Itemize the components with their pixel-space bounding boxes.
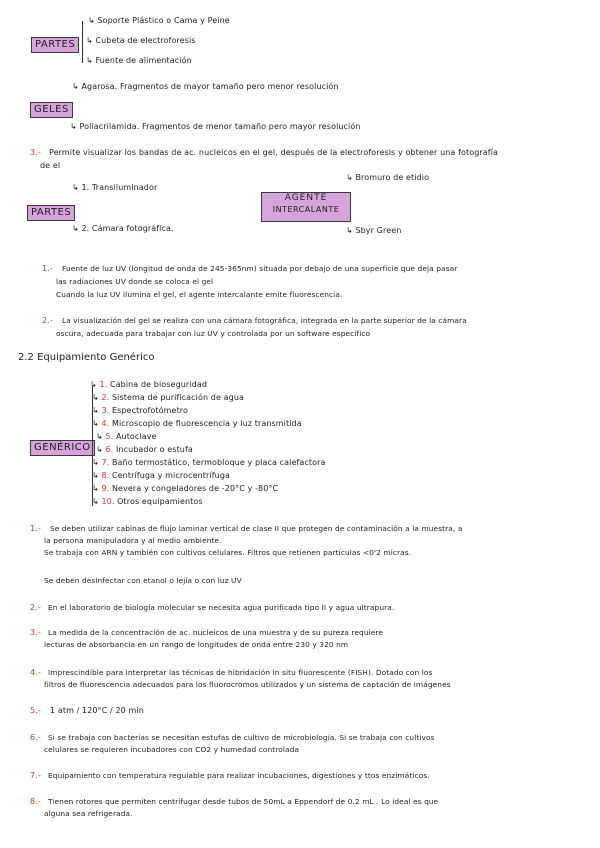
generico-tag: GENÉRICO: [30, 440, 95, 456]
item-number: 3.-: [30, 148, 41, 157]
item-text: de el: [40, 161, 61, 170]
generico-item: ↳ 3. Espectrofotómetro: [92, 406, 189, 415]
note-number: 8.-: [30, 797, 41, 806]
partes-item: ↳ Cubeta de electroforesis: [86, 36, 196, 45]
note-number: 4.-: [30, 668, 41, 677]
bracket-line: [82, 21, 83, 63]
note-text: En el laboratorio de biología molecular se necesita agua purificada tipo II y agua ultrapura.: [48, 603, 395, 612]
partes-item: ↳ 2. Cámara fotográfica.: [72, 224, 174, 233]
note-text: Tienen rotores que permiten centrifugar desde tubos de 50mL a Eppendorf de 0.2 mL . Lo ideal es que: [48, 797, 439, 806]
partes-item: ↳ Fuente de alimentación: [86, 56, 192, 65]
item-number: 2.-: [42, 316, 53, 325]
note-text: Se trabaja con ARN y también con cultivos celulares. Filtros que retienen partículas <0'2 micras.: [44, 548, 412, 557]
agente-tag-line: AGENTE: [284, 193, 328, 203]
item-number: 1.-: [42, 264, 53, 273]
item-text: Cuando la luz UV ilumina el gel, el agente intercalante emite fluorescencia.: [56, 290, 343, 299]
agente-tag-line: INTERCALANTE: [272, 205, 340, 214]
note-text: Se deben utilizar cabinas de flujo laminar vertical de clase II que protegen de contaminación a la muestra, a: [50, 524, 463, 533]
item-text: las radiaciones UV donde se coloca el gel: [56, 277, 214, 286]
note-text: celulares se requieren incubadores con CO2 y humedad controlada: [44, 745, 300, 754]
note-number: 6.-: [30, 733, 41, 742]
generico-item: ↳ 4. Microscopio de fluorescencia y luz transmitida: [92, 419, 302, 428]
generico-item: ↳ 1. Cabina de bioseguridad: [90, 380, 208, 389]
generico-item: ↳ 2. Sistema de purificación de agua: [92, 393, 244, 402]
note-text: La medida de la concentración de ac. nucleicos de una muestra y de su pureza requiere: [48, 628, 384, 637]
generico-item: ↳ 5. Autoclave: [96, 432, 157, 441]
partes-item: ↳ Soporte Plástico o Cama y Peine: [88, 16, 230, 25]
generico-item: ↳ 7. Baño termostático, termobloque y placa calefactora: [92, 458, 326, 467]
generico-item: ↳ 9. Nevera y congeladores de -20°C y -80°C: [92, 484, 279, 493]
note-number: 7.-: [30, 771, 41, 780]
item-text: Fuente de luz UV (longitud de onda de 245-365nm) situada por debajo de una superficie que deja pasar: [62, 264, 458, 273]
section-title: 2.2 Equipamiento Genérico: [18, 352, 155, 363]
agente-item: ↳ Sbyr Green: [346, 226, 402, 235]
item-text: oscura, adecuada para trabajar con luz UV y controlada por un software específico: [56, 329, 371, 338]
geles-item: ↳ Poliacrilamida. Fragmentos de menor tamaño pero mayor resolución: [70, 122, 361, 131]
note-number: 2.-: [30, 603, 41, 612]
partes-item: ↳ 1. Transiluminador: [72, 183, 158, 192]
note-text: Imprescindible para interpretar las técnicas de hibridación in situ fluorescente (FISH). Dotado con los: [48, 668, 433, 677]
note-text: filtros de fluorescencia adecuados para los fluorocromos utilizados y un sistema de captación de imágenes: [44, 680, 451, 689]
note-number: 3.-: [30, 628, 41, 637]
note-text: alguna sea refrigerada.: [44, 809, 133, 818]
geles-item: ↳ Agarosa. Fragmentos de mayor tamaño pero menor resolución: [72, 82, 339, 91]
generico-item: ↳ 10. Otros equipamientos: [92, 497, 203, 506]
agente-item: ↳ Bromuro de etidio: [346, 173, 430, 182]
generico-item: ↳ 6. Incubador o estufa: [96, 445, 193, 454]
note-text: Se deben desinfectar con etanol o lejía o con luz UV: [44, 576, 242, 585]
note-text: la persona manipuladora y al medio ambiente.: [44, 536, 222, 545]
partes-tag: PARTES: [31, 37, 79, 53]
note-text: Equipamiento con temperatura regulable para realizar incubaciones, digestiones y ttos enzimáticos.: [48, 771, 430, 780]
agente-tag: [261, 192, 351, 222]
generico-item: ↳ 8. Centrífuga y microcentrífuga: [92, 471, 230, 480]
note-number: 1.-: [30, 524, 41, 533]
note-text: 1 atm / 120°C / 20 min: [50, 706, 144, 715]
note-text: lecturas de absorbancia en un rango de longitudes de onda entre 230 y 320 nm: [44, 640, 349, 649]
partes-tag: PARTES: [27, 205, 75, 221]
item-text: Permite visualizar los bandas de ac. nucleicos en el gel, después de la electroforesis y obtener una fotografía: [49, 148, 499, 157]
item-text: La visualización del gel se realiza con una cámara fotográfica, integrada en la parte superior de la cámara: [62, 316, 467, 325]
geles-tag: GELES: [30, 102, 73, 118]
note-number: 5.-: [30, 706, 41, 715]
note-text: Si se trabaja con bacterias se necesitan estufas de cultivo de microbiología. Si se trabaja con cultivos: [48, 733, 435, 742]
